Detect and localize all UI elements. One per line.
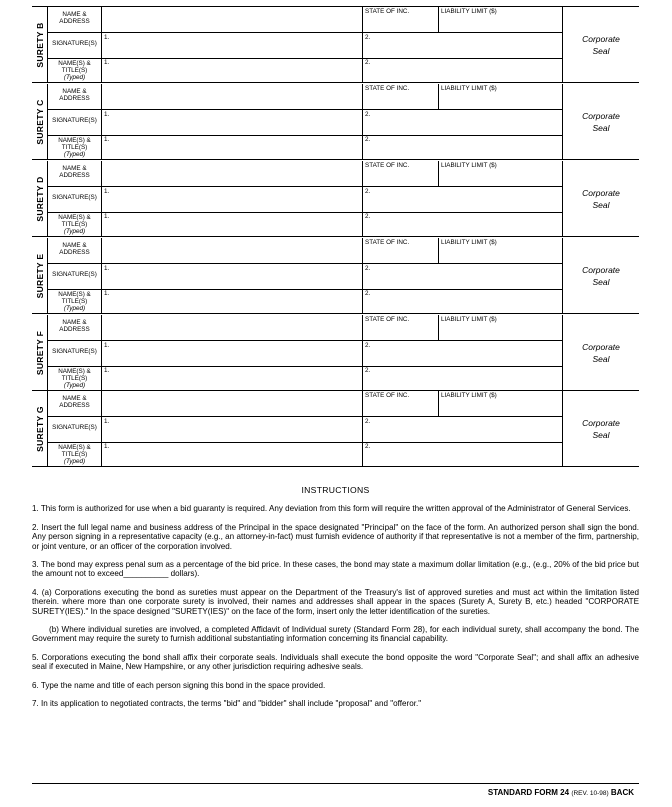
- signature-1-label: 1.: [104, 342, 110, 349]
- instruction-1: 1. This form is authorized for use when a bid guaranty is required. Any deviation from this form will require the written approval of the Administrator of General Services.: [32, 504, 631, 514]
- name-2-label: 2.: [365, 290, 371, 297]
- surety-label: SURETY D: [34, 176, 45, 222]
- signature-1-label: 1.: [104, 265, 110, 272]
- name-address-label: NAME & ADDRESS: [59, 11, 90, 25]
- signature-2-label: 2.: [365, 34, 371, 41]
- corporate-seal-area: Corporate Seal: [582, 265, 620, 287]
- name-2-label: 2.: [365, 136, 371, 143]
- corporate-seal-area: Corporate Seal: [582, 342, 620, 364]
- name-1-label: 1.: [104, 213, 110, 220]
- surety-label-column: [32, 7, 48, 83]
- name-1-label: 1.: [104, 136, 110, 143]
- name-address-label: NAME & ADDRESS: [59, 242, 90, 256]
- signatures-label: SIGNATURE(S): [52, 194, 97, 201]
- signatures-label: SIGNATURE(S): [52, 271, 97, 278]
- liability-limit-label: LIABILITY LIMIT ($): [441, 239, 497, 246]
- names-titles-label: NAME(S) & TITLE(S) (Typed): [58, 291, 91, 312]
- name-address-label: NAME & ADDRESS: [59, 165, 90, 179]
- form-footer: [488, 788, 634, 797]
- name-1-label: 1.: [104, 367, 110, 374]
- signature-1-label: 1.: [104, 418, 110, 425]
- corporate-seal-area: Corporate Seal: [582, 418, 620, 440]
- surety-label-column: [32, 161, 48, 237]
- signatures-label: SIGNATURE(S): [52, 40, 97, 47]
- signatures-label: SIGNATURE(S): [52, 424, 97, 431]
- signature-2-label: 2.: [365, 342, 371, 349]
- signature-2-label: 2.: [365, 418, 371, 425]
- name-1-label: 1.: [104, 290, 110, 297]
- state-of-inc-label: STATE OF INC.: [365, 239, 410, 246]
- names-titles-label: NAME(S) & TITLE(S) (Typed): [58, 137, 91, 158]
- form-revision: (REV. 10-98): [571, 790, 609, 797]
- liability-limit-label: LIABILITY LIMIT ($): [441, 392, 497, 399]
- state-of-inc-label: STATE OF INC.: [365, 316, 410, 323]
- footer-rule: [32, 783, 639, 784]
- surety-label-column: [32, 391, 48, 467]
- surety-label: SURETY C: [34, 99, 45, 145]
- signatures-label: SIGNATURE(S): [52, 117, 97, 124]
- surety-label: SURETY B: [34, 22, 45, 68]
- instruction-6: 6. Type the name and title of each person signing this bond in the space provided.: [32, 680, 326, 690]
- signature-2-label: 2.: [365, 265, 371, 272]
- instruction-4b: (b) Where individual sureties are involved, a completed Affidavit of Individual surety (Standard Form 28), for each individual surety, shall accompany the bond. The Government may require the surety to furnish additional substantiating information concerning its financial capability.: [32, 625, 639, 644]
- signature-1-label: 1.: [104, 34, 110, 41]
- state-of-inc-label: STATE OF INC.: [365, 392, 410, 399]
- signature-1-label: 1.: [104, 111, 110, 118]
- instruction-5: 5. Corporations executing the bond shall affix their corporate seals. Individuals shall execute the bond opposite the word "Corporate Seal"; and shall affix an adhesive seal if executed in Maine, New Hampshire, or any other jurisdiction requiring adhesive seals.: [32, 652, 639, 672]
- liability-limit-label: LIABILITY LIMIT ($): [441, 85, 497, 92]
- name-address-label: NAME & ADDRESS: [59, 395, 90, 409]
- surety-block: [32, 391, 639, 467]
- names-titles-label: NAME(S) & TITLE(S) (Typed): [58, 60, 91, 81]
- liability-limit-label: LIABILITY LIMIT ($): [441, 162, 497, 169]
- names-titles-label: NAME(S) & TITLE(S) (Typed): [58, 214, 91, 235]
- page-side: BACK: [610, 788, 634, 797]
- name-address-label: NAME & ADDRESS: [59, 88, 90, 102]
- instruction-2: 2. Insert the full legal name and business address of the Principal in the space designated "Principal" on the face of the form. An authorized person shall sign the bond. Any person signing in a representative capacity (e.g., an attorney-in-fact) must furnish evidence of authority if that representative is not a member of the firm, partnership, or joint venture, or an officer of the corporation involved.: [32, 522, 639, 551]
- surety-block: [32, 161, 639, 237]
- form-number: STANDARD FORM 24: [487, 788, 570, 797]
- surety-label: SURETY F: [34, 330, 45, 376]
- instruction-4a: 4. (a) Corporations executing the bond as sureties must appear on the Department of the Treasury's list of approved sureties and must act within the limitation listed therein. where more than one corporate surety is involved, their names and addresses shall appear in the spaces (Surety A, Surety B, etc.) headed "CORPORATE SURETY(IES)." In the space designed "SURETY(IES)" on the face of the form, insert only the letter identification of the sureties.: [32, 587, 639, 616]
- name-address-label: NAME & ADDRESS: [59, 319, 90, 333]
- signature-2-label: 2.: [365, 188, 371, 195]
- corporate-seal-area: Corporate Seal: [582, 111, 620, 133]
- surety-block: [32, 315, 639, 391]
- instruction-3: 3. The bond may express penal sum as a percentage of the bid price. In these cases, the bond may state a maximum dollar limitation (e.g., (e.g., 20% of the bid price but the amount not to exceed__________ dollars).: [32, 560, 639, 579]
- name-2-label: 2.: [365, 367, 371, 374]
- surety-label-column: [32, 315, 48, 391]
- name-2-label: 2.: [365, 443, 371, 450]
- surety-block: [32, 84, 639, 160]
- surety-block: [32, 7, 639, 83]
- names-titles-label: NAME(S) & TITLE(S) (Typed): [58, 444, 91, 465]
- surety-label-column: [32, 238, 48, 314]
- name-2-label: 2.: [365, 59, 371, 66]
- surety-label: SURETY G: [34, 406, 45, 452]
- corporate-seal-area: Corporate Seal: [582, 188, 620, 210]
- state-of-inc-label: STATE OF INC.: [365, 8, 410, 15]
- corporate-seal-area: Corporate Seal: [582, 34, 620, 56]
- name-1-label: 1.: [104, 59, 110, 66]
- state-of-inc-label: STATE OF INC.: [365, 85, 410, 92]
- surety-label-column: [32, 84, 48, 160]
- signatures-label: SIGNATURE(S): [52, 348, 97, 355]
- state-of-inc-label: STATE OF INC.: [365, 162, 410, 169]
- instructions-title: INSTRUCTIONS: [301, 485, 370, 495]
- names-titles-label: NAME(S) & TITLE(S) (Typed): [58, 368, 91, 389]
- instruction-7: 7. In its application to negotiated contracts, the terms "bid" and "bidder" shall include "proposal" and "offeror.": [32, 699, 422, 709]
- name-1-label: 1.: [104, 443, 110, 450]
- liability-limit-label: LIABILITY LIMIT ($): [441, 316, 497, 323]
- surety-block: [32, 238, 639, 314]
- name-2-label: 2.: [365, 213, 371, 220]
- liability-limit-label: LIABILITY LIMIT ($): [441, 8, 497, 15]
- signature-2-label: 2.: [365, 111, 371, 118]
- signature-1-label: 1.: [104, 188, 110, 195]
- instructions-section: [32, 486, 639, 718]
- surety-label: SURETY E: [34, 253, 45, 299]
